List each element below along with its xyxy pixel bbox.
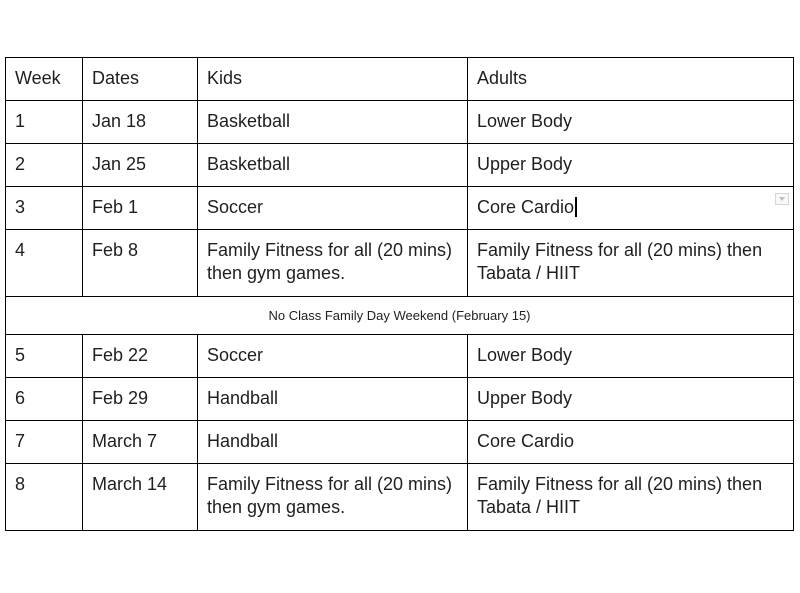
- cell-week[interactable]: 2: [6, 144, 83, 187]
- table-row: [6, 464, 794, 531]
- no-class-note[interactable]: No Class Family Day Weekend (February 15): [6, 297, 794, 335]
- note-row: [6, 297, 794, 335]
- header-dates[interactable]: Dates: [83, 58, 198, 101]
- cell-adults[interactable]: Upper Body: [468, 378, 794, 421]
- active-cell-adults[interactable]: [468, 187, 794, 230]
- cell-kids[interactable]: Family Fitness for all (20 mins) then gym games.: [198, 464, 468, 531]
- cell-kids[interactable]: Soccer: [198, 187, 468, 230]
- cell-kids[interactable]: Soccer: [198, 335, 468, 378]
- cell-adults[interactable]: Lower Body: [468, 101, 794, 144]
- cell-dropdown-icon[interactable]: [775, 193, 789, 205]
- cell-week[interactable]: 8: [6, 464, 83, 531]
- cell-adults[interactable]: Family Fitness for all (20 mins) then Tabata / HIIT: [468, 464, 794, 531]
- cell-kids[interactable]: Basketball: [198, 101, 468, 144]
- table-row: [6, 335, 794, 378]
- cell-date[interactable]: Feb 29: [83, 378, 198, 421]
- text-cursor: [575, 197, 577, 217]
- header-kids[interactable]: Kids: [198, 58, 468, 101]
- cell-week[interactable]: 3: [6, 187, 83, 230]
- table-row: [6, 101, 794, 144]
- cell-week[interactable]: 4: [6, 230, 83, 297]
- cell-week[interactable]: 1: [6, 101, 83, 144]
- cell-date[interactable]: Jan 18: [83, 101, 198, 144]
- cell-kids[interactable]: Handball: [198, 421, 468, 464]
- cell-date[interactable]: Feb 22: [83, 335, 198, 378]
- cell-adults[interactable]: Upper Body: [468, 144, 794, 187]
- table-row: [6, 187, 794, 230]
- cell-kids[interactable]: Family Fitness for all (20 mins) then gym games.: [198, 230, 468, 297]
- cell-adults[interactable]: Core Cardio: [468, 421, 794, 464]
- cell-week[interactable]: 7: [6, 421, 83, 464]
- header-week[interactable]: Week: [6, 58, 83, 101]
- cell-kids[interactable]: Basketball: [198, 144, 468, 187]
- cell-adults[interactable]: Lower Body: [468, 335, 794, 378]
- cell-adults[interactable]: Family Fitness for all (20 mins) then Tabata / HIIT: [468, 230, 794, 297]
- cell-week[interactable]: 6: [6, 378, 83, 421]
- cell-date[interactable]: March 14: [83, 464, 198, 531]
- cell-week[interactable]: 5: [6, 335, 83, 378]
- header-adults[interactable]: Adults: [468, 58, 794, 101]
- cell-adults-text: Core Cardio: [477, 197, 575, 217]
- table-row: [6, 144, 794, 187]
- cell-date[interactable]: Jan 25: [83, 144, 198, 187]
- cell-date[interactable]: March 7: [83, 421, 198, 464]
- header-row: [6, 58, 794, 101]
- cell-date[interactable]: Feb 8: [83, 230, 198, 297]
- schedule-table: [5, 57, 794, 531]
- cell-date[interactable]: Feb 1: [83, 187, 198, 230]
- cell-kids[interactable]: Handball: [198, 378, 468, 421]
- table-row: [6, 378, 794, 421]
- table-row: [6, 421, 794, 464]
- table-row: [6, 230, 794, 297]
